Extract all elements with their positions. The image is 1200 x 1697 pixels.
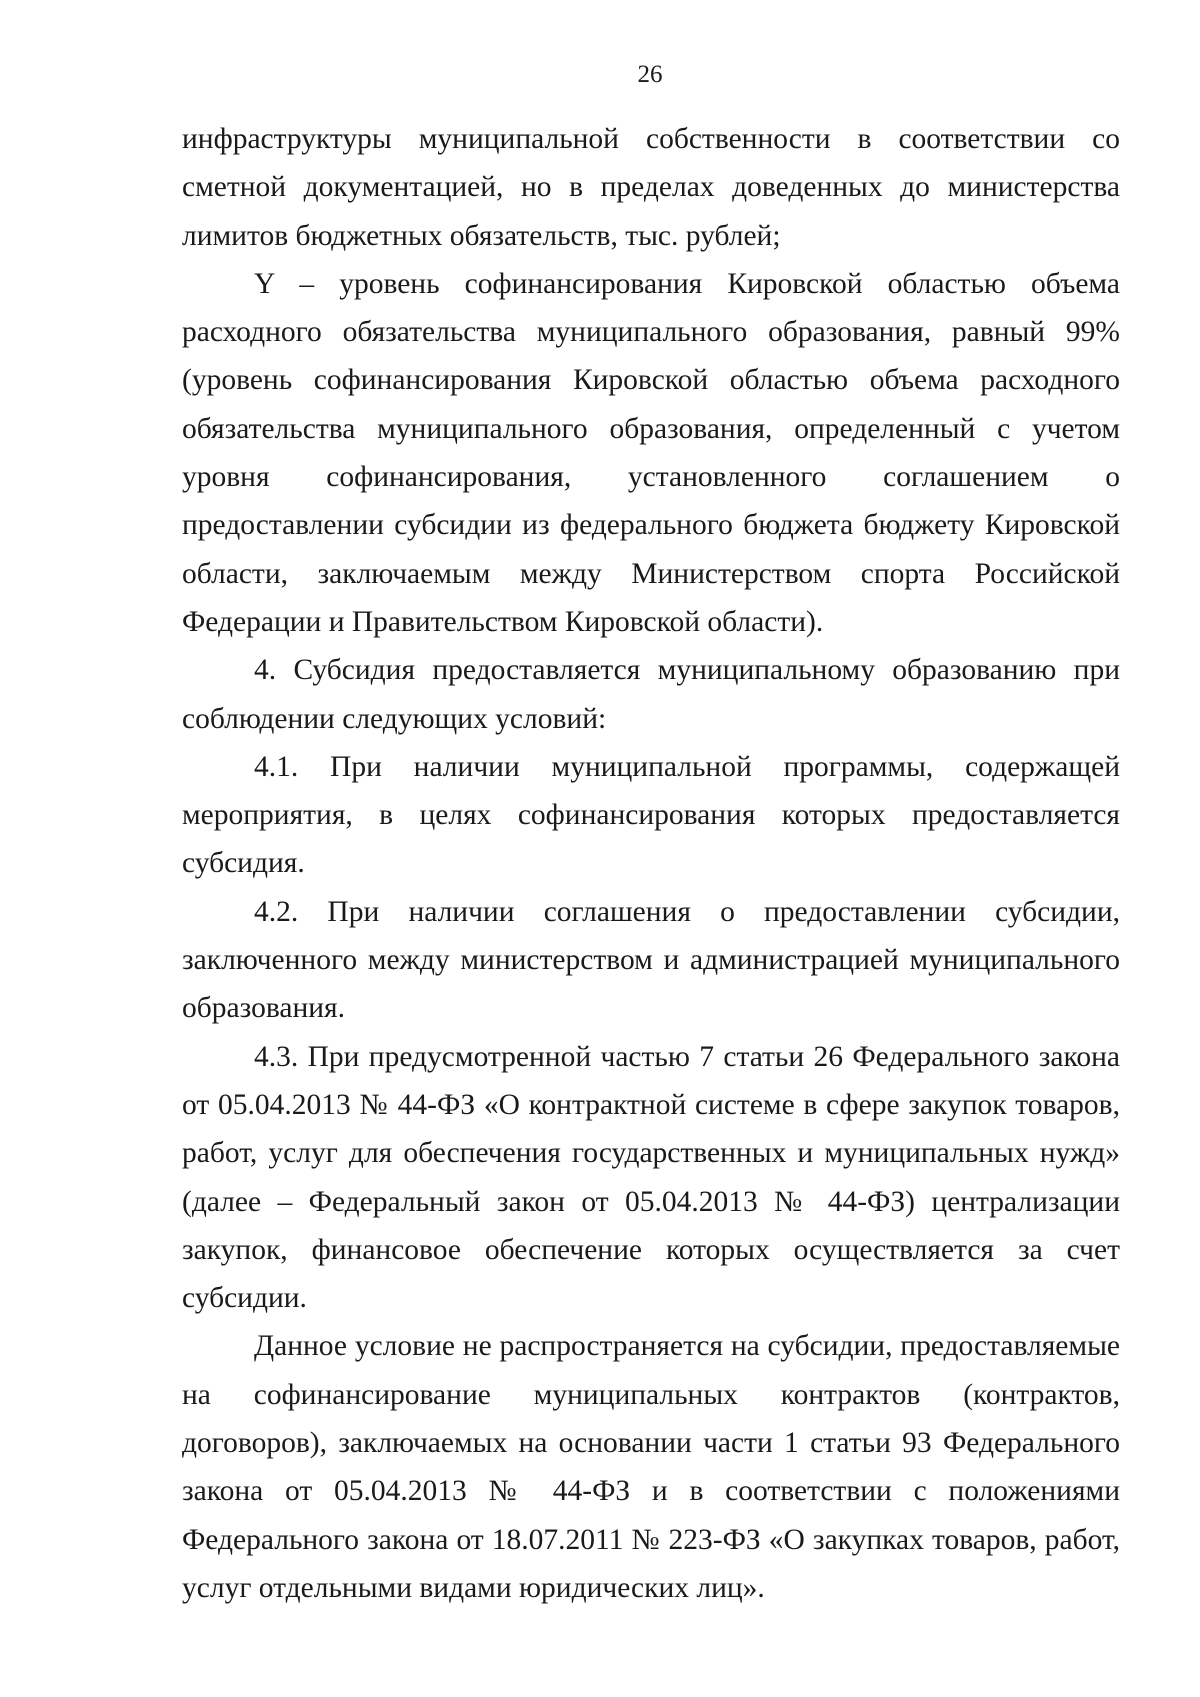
paragraph-clause-4: 4. Субсидия предоставляется муниципальному образованию при соблюдении следующих условий: <box>182 654 1120 735</box>
paragraph-clause-4-3: 4.3. При предусмотренной частью 7 статьи 26 Федерального закона от 05.04.2013 № 44-ФЗ «О контрактной системе в сфере закупок товаров, работ, услуг для обеспечения государственных и муниципальных нужд» (далее – Федеральный закон от 05.04.2013 № 44-ФЗ) централизации закупок, финансовое обеспечение которых осуществляется за счет субсидии. <box>182 1040 1120 1315</box>
paragraph-clause-4-1: 4.1. При наличии муниципальной программы, содержащей мероприятия, в целях софинансирования которых предоставляется субсидия. <box>182 750 1120 880</box>
paragraph-clause-4-2: 4.2. При наличии соглашения о предоставлении субсидии, заключенного между министерством и администрацией муниципального образования. <box>182 895 1120 1025</box>
page-number: 26 <box>637 61 663 88</box>
paragraph-y-definition: Y – уровень софинансирования Кировской областью объема расходного обязательства муниципального образования, равный 99% (уровень софинансирования Кировской областью объема расходного обязательства муниципального образования, определенный с учетом уровня софинансирования, установленного соглашением о предоставлении субсидии из федерального бюджета бюджету Кировской области, заключаемым между Министерством спорта Российской Федерации и Правительством Кировской области). <box>182 267 1120 638</box>
paragraph-continuation: инфраструктуры муниципальной собственности в соответствии со сметной документацией, но в пределах доведенных до министерства лимитов бюджетных обязательств, тыс. рублей; <box>182 123 1120 252</box>
document-body <box>182 115 1120 1612</box>
paragraph-exception: Данное условие не распространяется на субсидии, предоставляемые на софинансирование муниципальных контрактов (контрактов, договоров), заключаемых на основании части 1 статьи 93 Федерального закона от 05.04.2013 № 44-ФЗ и в соответствии с положениями Федерального закона от 18.07.2011 № 223-ФЗ «О закупках товаров, работ, услуг отдельными видами юридических лиц». <box>182 1330 1120 1604</box>
